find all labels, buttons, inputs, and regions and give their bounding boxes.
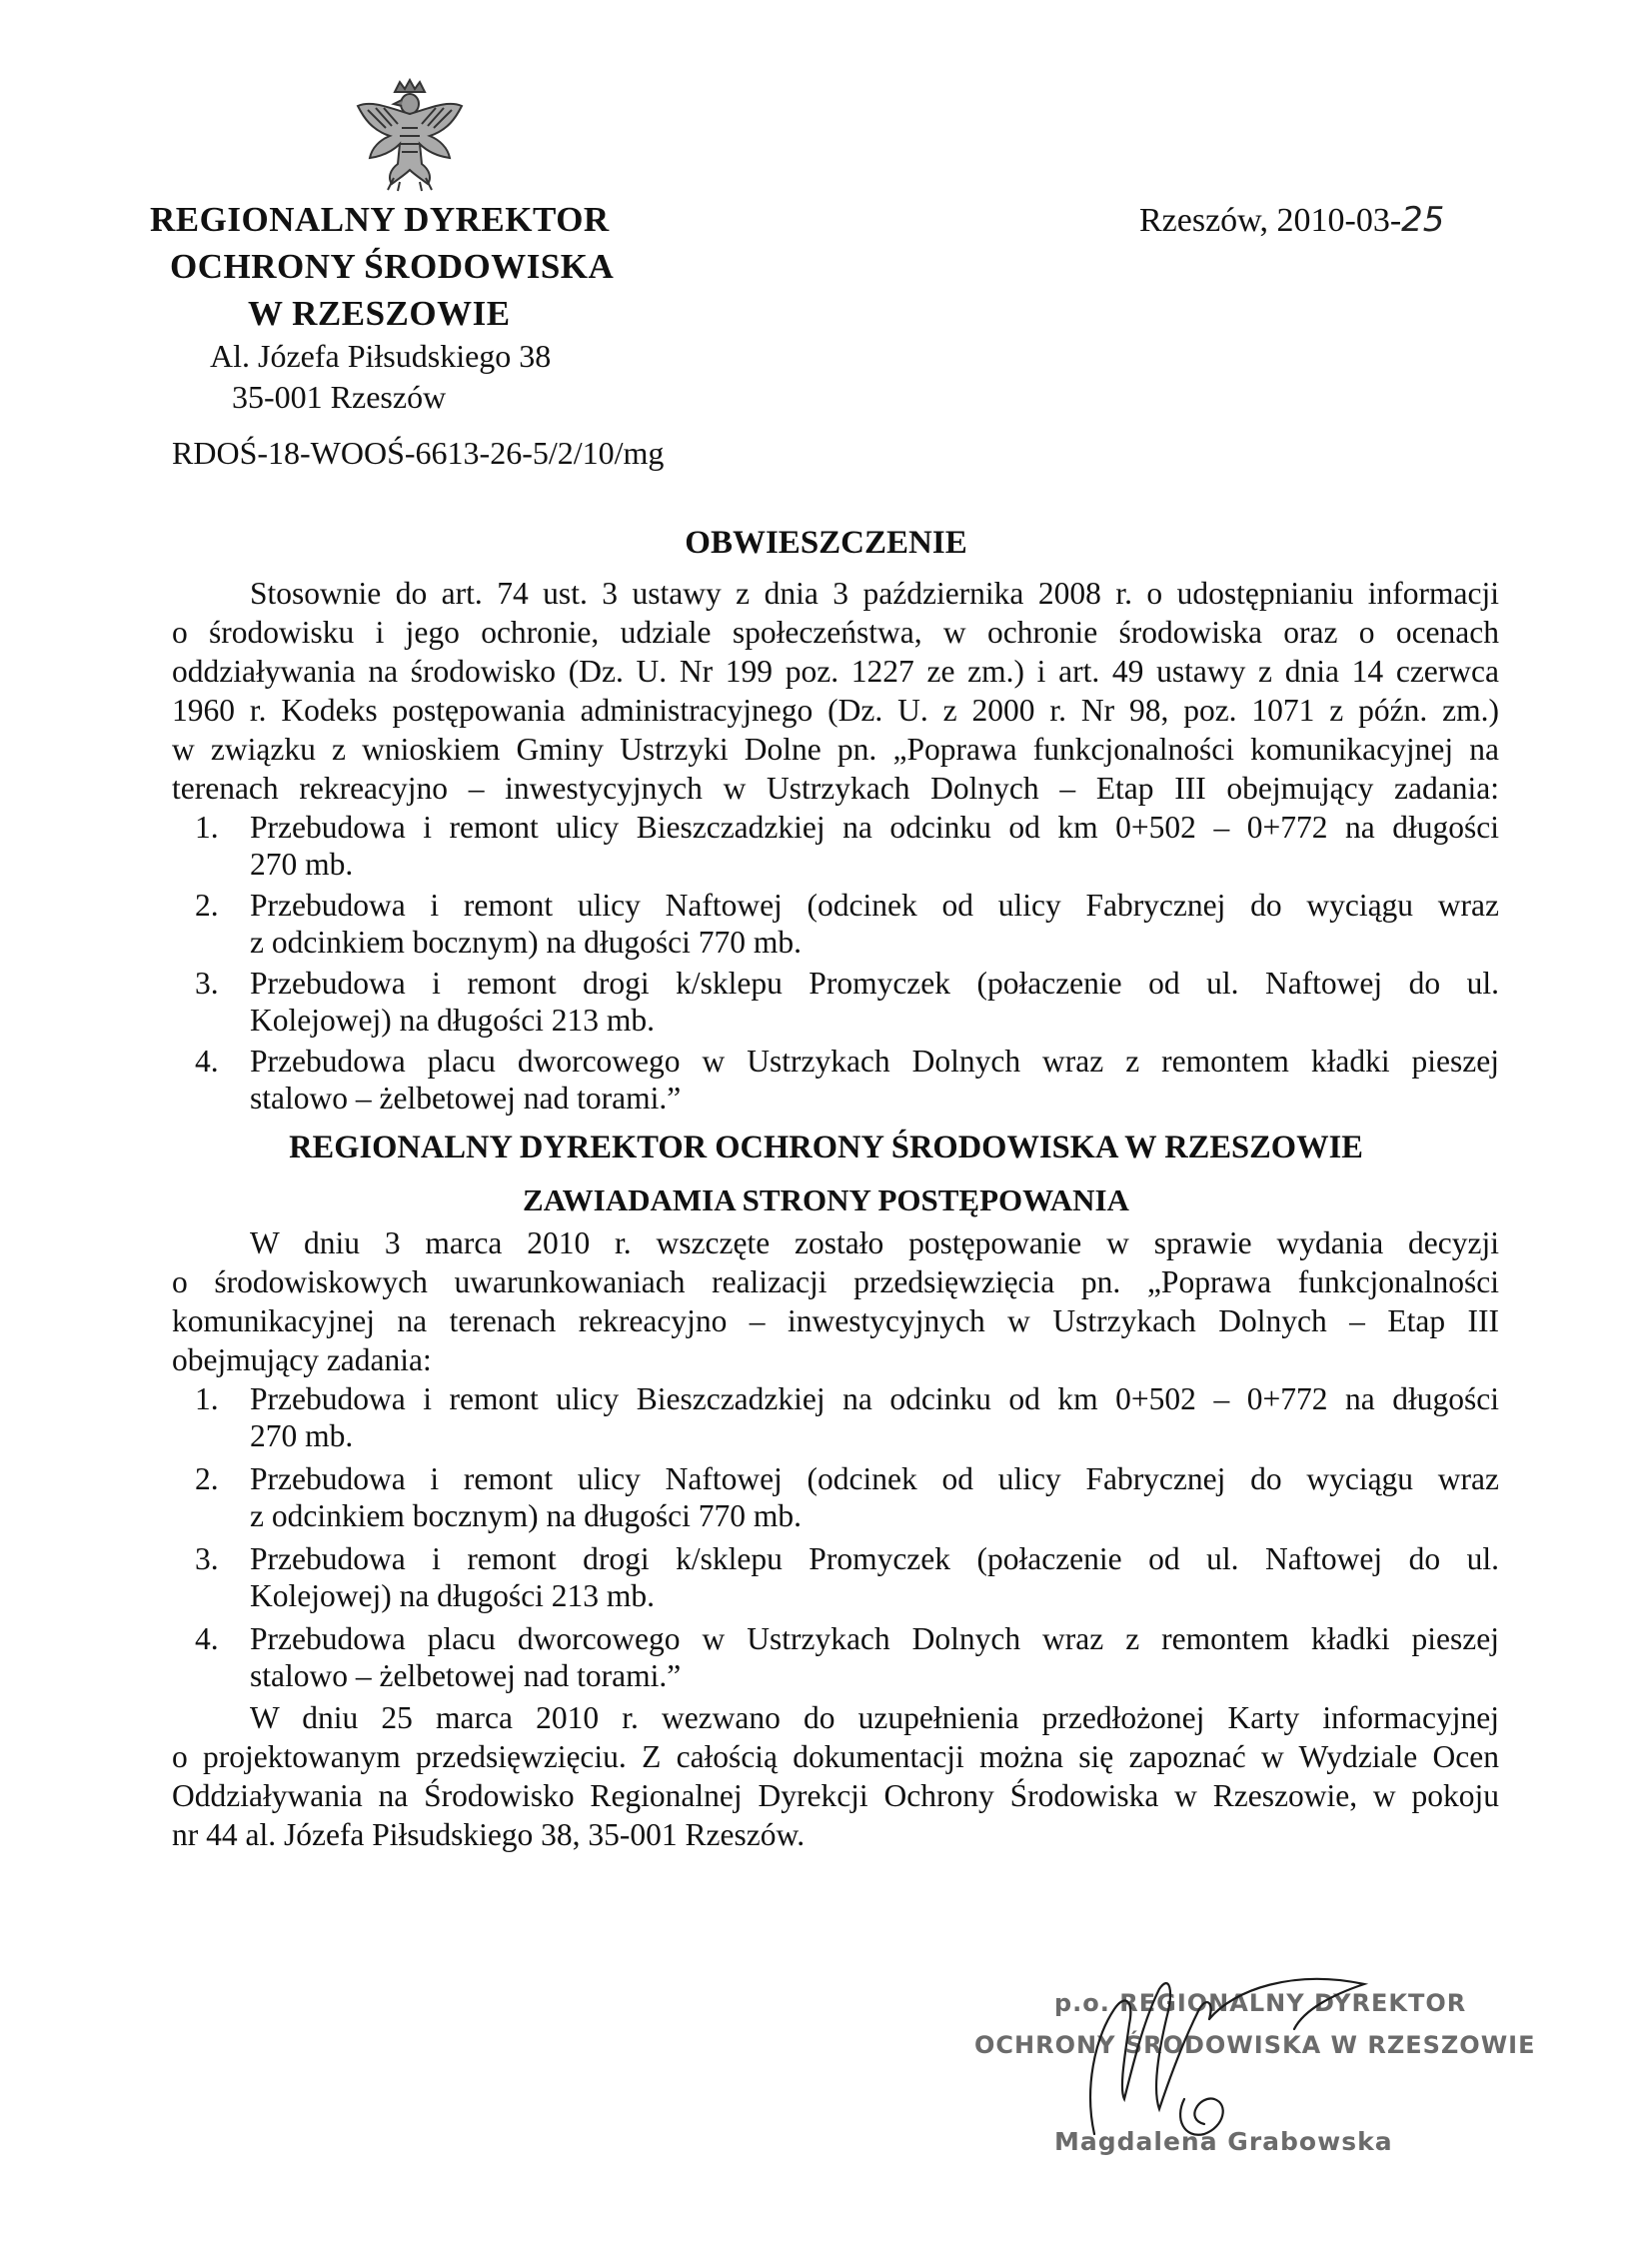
authority-line-2: OCHRONY ŚRODOWISKA (170, 247, 615, 286)
official-stamp (974, 1949, 1536, 2179)
task-number: 4. (195, 1621, 219, 1656)
task-line: 270 mb. (250, 847, 354, 882)
address-line-1: Al. Józefa Piłsudskiego 38 (210, 338, 552, 374)
task-line: Przebudowa placu dworcowego w Ustrzykach Dolnych wraz z remontem kładki pieszej (250, 1044, 1499, 1079)
task-line: z odcinkiem bocznym) na długości 770 mb. (250, 925, 803, 960)
task-line: 270 mb. (250, 1418, 354, 1453)
stamp-line-2: OCHRONY ŚRODOWISKA W RZESZOWIE (974, 2031, 1536, 2059)
section-heading-authority: REGIONALNY DYREKTOR OCHRONY ŚRODOWISKA W RZESZOWIE (289, 1129, 1363, 1165)
notice-line: obejmujący zadania: (172, 1342, 432, 1377)
task-line: z odcinkiem bocznym) na długości 770 mb. (250, 1498, 803, 1533)
task-line: Przebudowa i remont ulicy Bieszczadzkiej na odcinku od km 0+502 – 0+772 na długości (250, 810, 1499, 845)
task-number: 3. (195, 1541, 219, 1576)
task-item (250, 965, 1499, 1039)
notice-line: o środowiskowych uwarunkowaniach realizacji przedsięwzięcia pn. „Poprawa funkcjonalności (172, 1264, 1499, 1299)
authority-line-3: W RZESZOWIE (248, 294, 511, 333)
task-line: Przebudowa placu dworcowego w Ustrzykach Dolnych wraz z remontem kładki pieszej (250, 1621, 1499, 1656)
task-item (250, 887, 1499, 961)
reference-number: RDOŚ-18-WOOŚ-6613-26-5/2/10/mg (172, 435, 665, 471)
intro-line: 1960 r. Kodeks postępowania administracyjnego (Dz. U. z 2000 r. Nr 98, poz. 1071 z późn. zm.) (172, 693, 1499, 728)
task-number: 3. (195, 966, 219, 1001)
intro-line: terenach rekreacyjno – inwestycyjnych w Ustrzykach Dolnych – Etap III obejmujący zadania: (172, 771, 1499, 806)
task-number: 2. (195, 1461, 219, 1496)
task-item (250, 1620, 1499, 1694)
section-heading-notice: ZAWIADAMIA STRONY POSTĘPOWANIA (523, 1182, 1129, 1217)
task-item (250, 1043, 1499, 1117)
handwritten-signature-icon (1034, 1949, 1454, 2179)
state-emblem-eagle-icon (350, 78, 470, 193)
notice-line: komunikacyjnej na terenach rekreacyjno – inwestycyjnych w Ustrzykach Dolnych – Etap III (172, 1303, 1499, 1338)
task-line: Przebudowa i remont drogi k/sklepu Promyczek (połaczenie od ul. Naftowej do ul. (250, 966, 1499, 1001)
task-line: Przebudowa i remont drogi k/sklepu Promyczek (połaczenie od ul. Naftowej do ul. (250, 1541, 1499, 1576)
task-line: Kolejowej) na długości 213 mb. (250, 1003, 656, 1038)
task-line: Przebudowa i remont ulicy Bieszczadzkiej na odcinku od km 0+502 – 0+772 na długości (250, 1381, 1499, 1416)
notice-line: W dniu 3 marca 2010 r. wszczęte zostało postępowanie w sprawie wydania decyzji (250, 1225, 1499, 1260)
authority-address (210, 336, 551, 418)
task-number: 1. (195, 1381, 219, 1416)
document-title: OBWIESZCZENIE (685, 525, 967, 561)
task-line: Przebudowa i remont ulicy Naftowej (odcinek od ulicy Fabrycznej do wyciągu wraz (250, 1461, 1499, 1496)
place-date (1139, 200, 1444, 240)
final-line: o projektowanym przedsięwzięciu. Z całością dokumentacji można się zapoznać w Wydziale Ocen (172, 1739, 1499, 1774)
stamp-line-1: p.o. REGIONALNY DYREKTOR (1054, 1989, 1467, 2017)
task-line: stalowo – żelbetowej nad torami.” (250, 1081, 682, 1116)
task-number: 4. (195, 1044, 219, 1079)
task-line: Kolejowej) na długości 213 mb. (250, 1578, 656, 1613)
place-date-text: Rzeszów, 2010-03- (1139, 202, 1402, 239)
final-line: W dniu 25 marca 2010 r. wezwano do uzupełnienia przedłożonej Karty informacyjnej (250, 1700, 1499, 1735)
task-line: Przebudowa i remont ulicy Naftowej (odcinek od ulicy Fabrycznej do wyciągu wraz (250, 888, 1499, 923)
final-line: Oddziaływania na Środowisko Regionalnej Dyrekcji Ochrony Środowiska w Rzeszowie, w pokoju (172, 1778, 1499, 1813)
intro-line: oddziaływania na środowisko (Dz. U. Nr 199 poz. 1227 ze zm.) i art. 49 ustawy z dnia 14 czerwca (172, 654, 1499, 689)
handwritten-day: 25 (1401, 200, 1445, 240)
task-item (250, 809, 1499, 883)
task-item (250, 1460, 1499, 1534)
task-line: stalowo – żelbetowej nad torami.” (250, 1658, 682, 1693)
intro-line: o środowisku i jego ochronie, udziale społeczeństwa, w ochronie środowiska oraz o ocenach (172, 615, 1499, 650)
intro-line: Stosownie do art. 74 ust. 3 ustawy z dnia 3 października 2008 r. o udostępnianiu informacji (250, 576, 1499, 611)
task-item (250, 1540, 1499, 1614)
address-line-2: 35-001 Rzeszów (232, 379, 447, 415)
task-number: 1. (195, 810, 219, 845)
task-number: 2. (195, 888, 219, 923)
stamp-name: Magdalena Grabowska (1054, 2127, 1393, 2156)
final-line: nr 44 al. Józefa Piłsudskiego 38, 35-001 Rzeszów. (172, 1817, 806, 1852)
authority-line-1: REGIONALNY DYREKTOR (150, 200, 610, 239)
authority-name (150, 196, 690, 337)
intro-line: w związku z wnioskiem Gminy Ustrzyki Dolne pn. „Poprawa funkcjonalności komunikacyjnej na (172, 732, 1499, 767)
task-item (250, 1380, 1499, 1454)
